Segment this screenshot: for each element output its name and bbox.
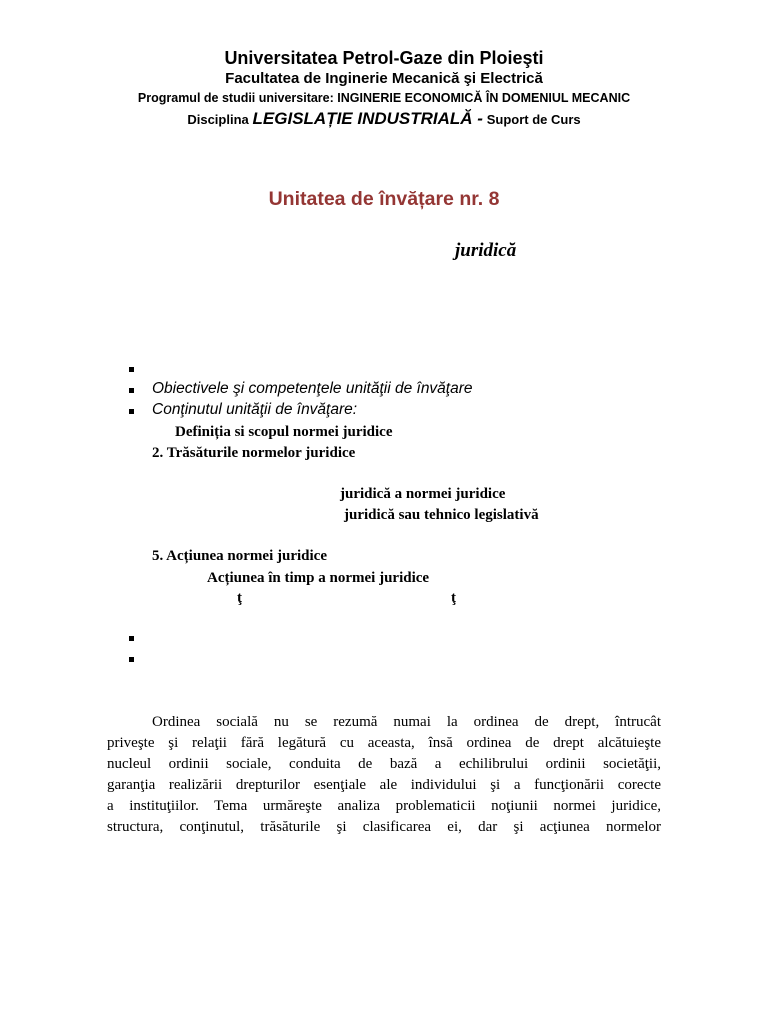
intro-paragraph [107,712,661,838]
discipline-name: LEGISLAȚIE INDUSTRIALĂ - [252,109,483,128]
bullet-marker [129,636,134,641]
paragraph-line: Ordinea socială nu se rezumă numai la ordinea de drept, întrucât [152,714,661,730]
discipline-line [0,109,768,129]
content-bullet: Conţinutul unităţii de învăţare: [152,401,358,418]
bullet-marker [129,409,134,414]
objectives-bullet: Obiectivele şi competenţele unităţii de învăţare [152,380,473,397]
paragraph-line: structura, conţinutul, trăsăturile şi clasificarea ei, dar şi acţiunea normelor [107,819,661,835]
toc-item-1: Definiția si scopul normei juridice [175,424,393,440]
paragraph-line: nucleul ordinii sociale, conduita de bază a echilibrului ordinii societăţii, [107,756,661,772]
faculty-name: Facultatea de Inginerie Mecanică şi Electrică [225,70,543,87]
toc-item-2: 2. Trăsăturile normelor juridice [152,445,356,461]
unit-subtitle: juridică [455,240,517,261]
study-program: Programul de studii universitare: INGINERIE ECONOMICĂ ÎN DOMENIUL MECANIC [137,91,631,105]
bullet-marker [129,388,134,393]
toc-item-5-1: Acțiunea în timp a normei juridice [207,570,430,586]
paragraph-line: priveşte şi relaţii fără legătură cu aceasta, însă ordinea de drept alcătuieşte [107,735,661,751]
discipline-label: Disciplina [187,112,249,127]
bullet-marker [129,657,134,662]
toc-item-4: juridică sau tehnico legislativă [344,507,539,523]
toc-fragment: ţ [237,590,242,606]
discipline-suffix: Suport de Curs [486,112,581,127]
bullet-marker [129,367,134,372]
university-name: Universitatea Petrol-Gaze din Ploieşti [224,48,544,68]
toc-item-3: juridică a normei juridice [340,486,506,502]
toc-fragment: ţ [451,590,456,606]
unit-title: Unitatea de învățare nr. 8 [268,188,500,210]
paragraph-line: garanţia realizării drepturilor esenţiale ale individului şi a funcţionării corecte [107,777,661,793]
toc-item-5: 5. Acțiunea normei juridice [152,548,327,564]
paragraph-line: a instituţiilor. Tema urmăreşte analiza problematicii noţiunii normei juridice, [107,798,661,814]
